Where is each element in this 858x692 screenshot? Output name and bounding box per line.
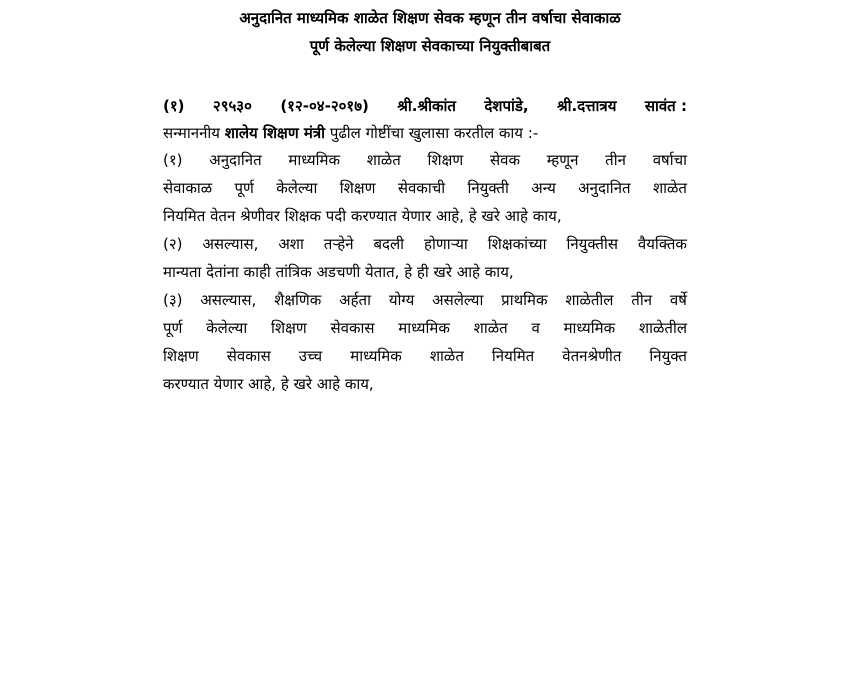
intro-prefix: सन्माननीय <box>163 124 221 142</box>
word: माध्यमिक <box>563 319 616 337</box>
word: (१) <box>163 151 183 169</box>
body-line-5: मान्यता देतांना काही तांत्रिक अडचणी येतात, हे ही खरे आहे काय, <box>163 263 514 281</box>
word: अनुदानित <box>578 179 631 197</box>
word: तीन <box>631 291 653 309</box>
word: वेतनश्रेणीत <box>562 347 622 365</box>
word: (३) <box>163 291 183 309</box>
body-line-1 <box>163 146 687 174</box>
word: सेवकाची <box>397 179 446 197</box>
question-number: (१) <box>163 97 185 115</box>
word: अनुदानित <box>209 151 262 169</box>
word: (२) <box>163 235 183 253</box>
word: शाळेत <box>652 179 687 197</box>
word: शिक्षण <box>339 179 376 197</box>
word: सेवाकाळ <box>163 179 213 197</box>
word: उच्च <box>298 347 323 365</box>
word: पूर्ण <box>234 179 254 197</box>
word: शिक्षण <box>271 319 307 337</box>
word: शिक्षकांच्या <box>487 235 547 253</box>
word: अशा <box>278 235 304 253</box>
word: केलेल्या <box>206 319 248 337</box>
word: शाळेत <box>366 151 401 169</box>
question-heading <box>163 92 687 120</box>
word: तऱ्हेने <box>323 235 354 253</box>
body-line-8 <box>163 342 687 370</box>
word: प्राथमिक <box>501 291 548 309</box>
body-line-7 <box>163 314 687 342</box>
word: तीन <box>605 151 626 169</box>
question-date: (१२-०४-२०१७) <box>280 97 369 115</box>
word: व <box>531 319 540 337</box>
word: नियुक्तीस <box>566 235 618 253</box>
word: माध्यमिक <box>350 347 402 365</box>
word: योग्य <box>388 291 415 309</box>
word: शाळेत <box>429 347 464 365</box>
question-id: २९५३० <box>212 97 252 115</box>
member-1-name: श्री.श्रीकांत <box>397 97 456 115</box>
word: अर्हता <box>339 291 371 309</box>
member-2-name: श्री.दत्तात्रय <box>557 97 617 115</box>
word: वैयक्तिक <box>637 235 687 253</box>
intro-suffix: पुढील गोष्टींचा खुलासा करतील काय :- <box>329 124 539 142</box>
word: सेवक <box>489 151 520 169</box>
word: शाळेतील <box>565 291 614 309</box>
word: नियुक्त <box>649 347 687 365</box>
word: असल्यास, <box>202 235 259 253</box>
word: नियमित <box>491 347 535 365</box>
word: शिक्षण <box>163 347 199 365</box>
document-title-line-2: पूर्ण केलेल्या शिक्षण सेवकाच्या नियुक्तीबाबत <box>309 37 551 55</box>
word: बदली <box>373 235 405 253</box>
word: शैक्षणिक <box>274 291 322 309</box>
word: असलेल्या <box>432 291 484 309</box>
body-line-6 <box>163 286 687 314</box>
document-title-line-1: अनुदानित माध्यमिक शाळेत शिक्षण सेवक म्हणून तीन वर्षाचा सेवाकाळ <box>239 9 621 27</box>
minister-title: शालेय शिक्षण मंत्री <box>224 124 326 142</box>
word: सेवकास <box>330 319 375 337</box>
member-1-surname: देशपांडे, <box>484 97 529 115</box>
word: वर्षाचा <box>652 151 687 169</box>
word: असल्यास, <box>200 291 257 309</box>
body-line-4 <box>163 230 687 258</box>
word: पूर्ण <box>163 319 183 337</box>
word: केलेल्या <box>276 179 318 197</box>
body-line-3: नियमित वेतन श्रेणीवर शिक्षक पदी करण्यात येणार आहे, हे खरे आहे काय, <box>163 207 562 225</box>
word: शाळेत <box>473 319 508 337</box>
word: म्हणून <box>546 151 579 169</box>
word: शाळेतील <box>638 319 687 337</box>
word: नियुक्ती <box>467 179 509 197</box>
body-line-9: करण्यात येणार आहे, हे खरे आहे काय, <box>163 375 374 393</box>
word: माध्यमिक <box>288 151 340 169</box>
word: सेवकास <box>226 347 271 365</box>
word: वर्षे <box>669 291 687 309</box>
word: माध्यमिक <box>398 319 450 337</box>
word: अन्य <box>531 179 556 197</box>
body-line-2 <box>163 174 687 202</box>
member-2-surname: सावंत : <box>644 97 687 115</box>
word: होणाऱ्या <box>424 235 468 253</box>
intro-line <box>163 119 687 147</box>
word: शिक्षण <box>427 151 464 169</box>
